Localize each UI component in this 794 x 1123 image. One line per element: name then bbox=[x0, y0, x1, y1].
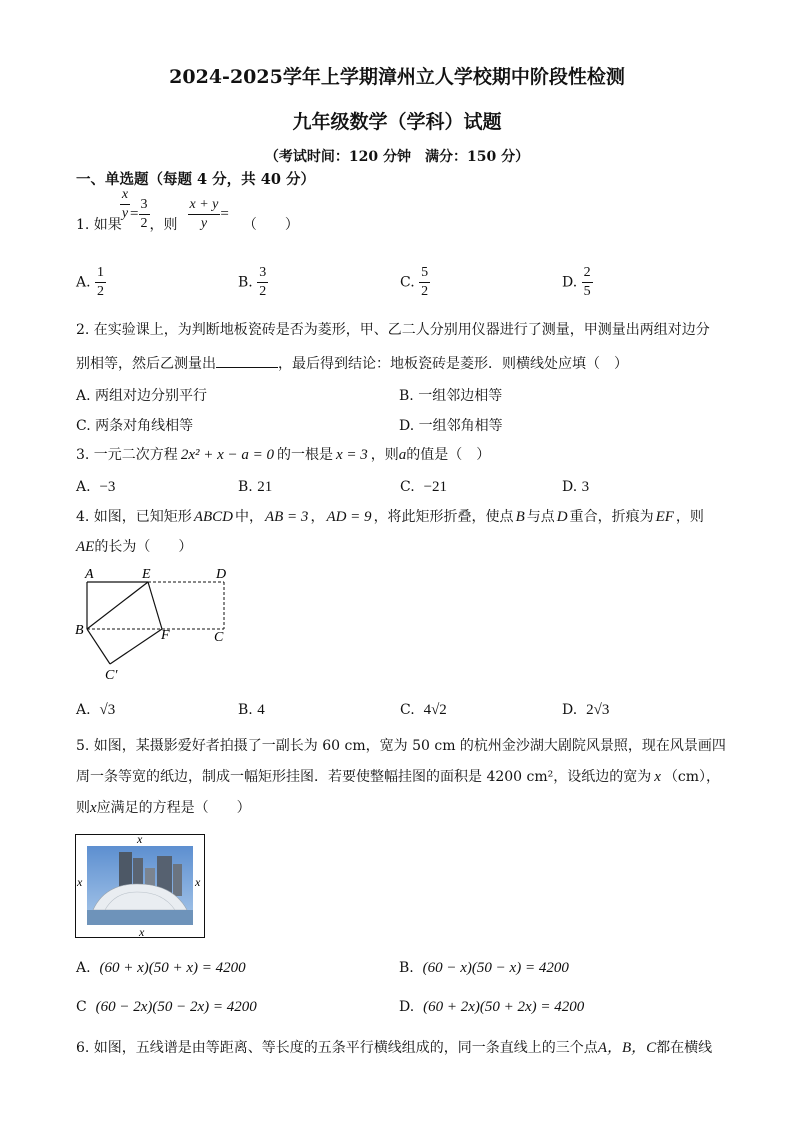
section-heading: 一、单选题（每题 4 分，共 40 分） bbox=[76, 171, 315, 188]
q5-option-c[interactable]: C (60 − 2x)(50 − 2x) = 4200 bbox=[76, 999, 257, 1015]
exam-info: （考试时间：120 分钟 满分：150 分） bbox=[264, 149, 530, 165]
q4-label-c-prime: C′ bbox=[105, 668, 118, 683]
q4-label-b: B bbox=[75, 623, 84, 638]
q1-option-b[interactable]: B. $\frac{3}{2}$ bbox=[238, 265, 267, 299]
photo-lake bbox=[87, 910, 193, 925]
q4-label-e: E bbox=[142, 567, 151, 582]
q4-label-f: F bbox=[161, 628, 170, 643]
q1-fraction-3-over-2: $\frac{3}{2}$ bbox=[140, 197, 148, 231]
q3-option-d[interactable]: D. 3 bbox=[562, 479, 590, 495]
q3-option-a[interactable]: A. −3 bbox=[76, 479, 116, 495]
q2-option-d[interactable]: D. 一组邻角相等 bbox=[399, 418, 503, 434]
q4-label-d: D bbox=[216, 567, 227, 582]
q5-label-x-right: x bbox=[195, 875, 201, 889]
q2-option-c[interactable]: C. 两条对角线相等 bbox=[76, 418, 194, 434]
question-1: 1. 如果 $\frac{x}{y}$ = $\frac{3}{2}$ ，则 $\frac{x + y}{y}$ =（ ） bbox=[76, 187, 299, 233]
q5-label-x-left: x bbox=[77, 875, 83, 889]
question-2-line2: 别相等，然后乙测量出 ，最后得到结论：地板瓷砖是菱形．则横线处应填（ ） bbox=[76, 356, 628, 372]
q5-option-b[interactable]: B. (60 − x)(50 − x) = 4200 bbox=[399, 960, 569, 976]
q4-label-a: A bbox=[85, 567, 94, 582]
q5-framed-photo-figure bbox=[75, 834, 207, 940]
question-4-line1: 4. 如图，已知矩形 ABCD 中， AB = 3 ， AD = 9 ，将此矩形折叠，使点 B 与点 D 重合，折痕为 EF ，则 bbox=[76, 509, 704, 525]
q4-rectangle-fold-figure bbox=[72, 566, 237, 684]
q5-label-x-top: x bbox=[137, 834, 143, 846]
question-5-line3: 则x应满足的方程是（ ） bbox=[76, 800, 251, 816]
q2-option-a[interactable]: A. 两组对边分别平行 bbox=[76, 388, 208, 404]
q5-option-a[interactable]: A. (60 + x)(50 + x) = 4200 bbox=[76, 960, 246, 976]
q1-option-d[interactable]: D. $\frac{2}{5}$ bbox=[562, 265, 591, 299]
question-4-line2: AE的长为（ ） bbox=[76, 539, 193, 555]
q4-option-a[interactable]: A. √3 bbox=[76, 702, 116, 718]
q1-fraction-xy-over-y: $\frac{x + y}{y}$ bbox=[189, 197, 219, 231]
question-6-line1: 6. 如图，五线谱是由等距离、等长度的五条平行横线组成的，同一条直线上的三个点A，B，C都在横线 bbox=[76, 1040, 713, 1056]
q2-option-b[interactable]: B. 一组邻边相等 bbox=[399, 388, 503, 404]
q2-blank bbox=[216, 355, 278, 368]
q4-option-c[interactable]: C. 4√2 bbox=[400, 702, 447, 718]
q4-option-d[interactable]: D. 2√3 bbox=[562, 702, 610, 718]
q3-option-c[interactable]: C. −21 bbox=[400, 479, 448, 495]
q1-option-c[interactable]: C. $\frac{5}{2}$ bbox=[400, 265, 429, 299]
q3-option-b[interactable]: B. 21 bbox=[238, 479, 273, 495]
q1-option-a[interactable]: A. $\frac{1}{2}$ bbox=[76, 265, 105, 299]
q5-label-x-bottom: x bbox=[139, 925, 145, 939]
q5-option-d[interactable]: D. (60 + 2x)(50 + 2x) = 4200 bbox=[399, 999, 585, 1015]
q4-option-b[interactable]: B. 4 bbox=[238, 702, 265, 718]
q1-prefix: 1. 如果 bbox=[76, 216, 122, 233]
question-2-line1: 2. 在实验课上，为判断地板瓷砖是否为菱形，甲、乙二人分别用仪器进行了测量，甲测量出两组对边分 bbox=[76, 322, 710, 338]
question-5-line1: 5. 如图，某摄影爱好者拍摄了一副长为 60 cm，宽为 50 cm 的杭州金沙湖大剧院风景照，现在风景画四 bbox=[76, 738, 726, 754]
question-3: 3. 一元二次方程 2x² + x − a = 0 的一根是 x = 3 ，则a的值是（ ） bbox=[76, 447, 491, 463]
exam-title: 2024-2025学年上学期漳州立人学校期中阶段性检测 bbox=[169, 66, 625, 88]
exam-subtitle: 九年级数学（学科）试题 bbox=[292, 111, 502, 133]
q1-fraction-x-over-y: $\frac{x}{y}$ bbox=[121, 187, 129, 221]
q4-label-c: C bbox=[214, 630, 224, 645]
question-5-line2: 周一条等宽的纸边，制成一幅矩形挂图．若要使整幅挂图的面积是 4200 cm²，设纸边的宽为 x （cm）， bbox=[76, 769, 721, 785]
